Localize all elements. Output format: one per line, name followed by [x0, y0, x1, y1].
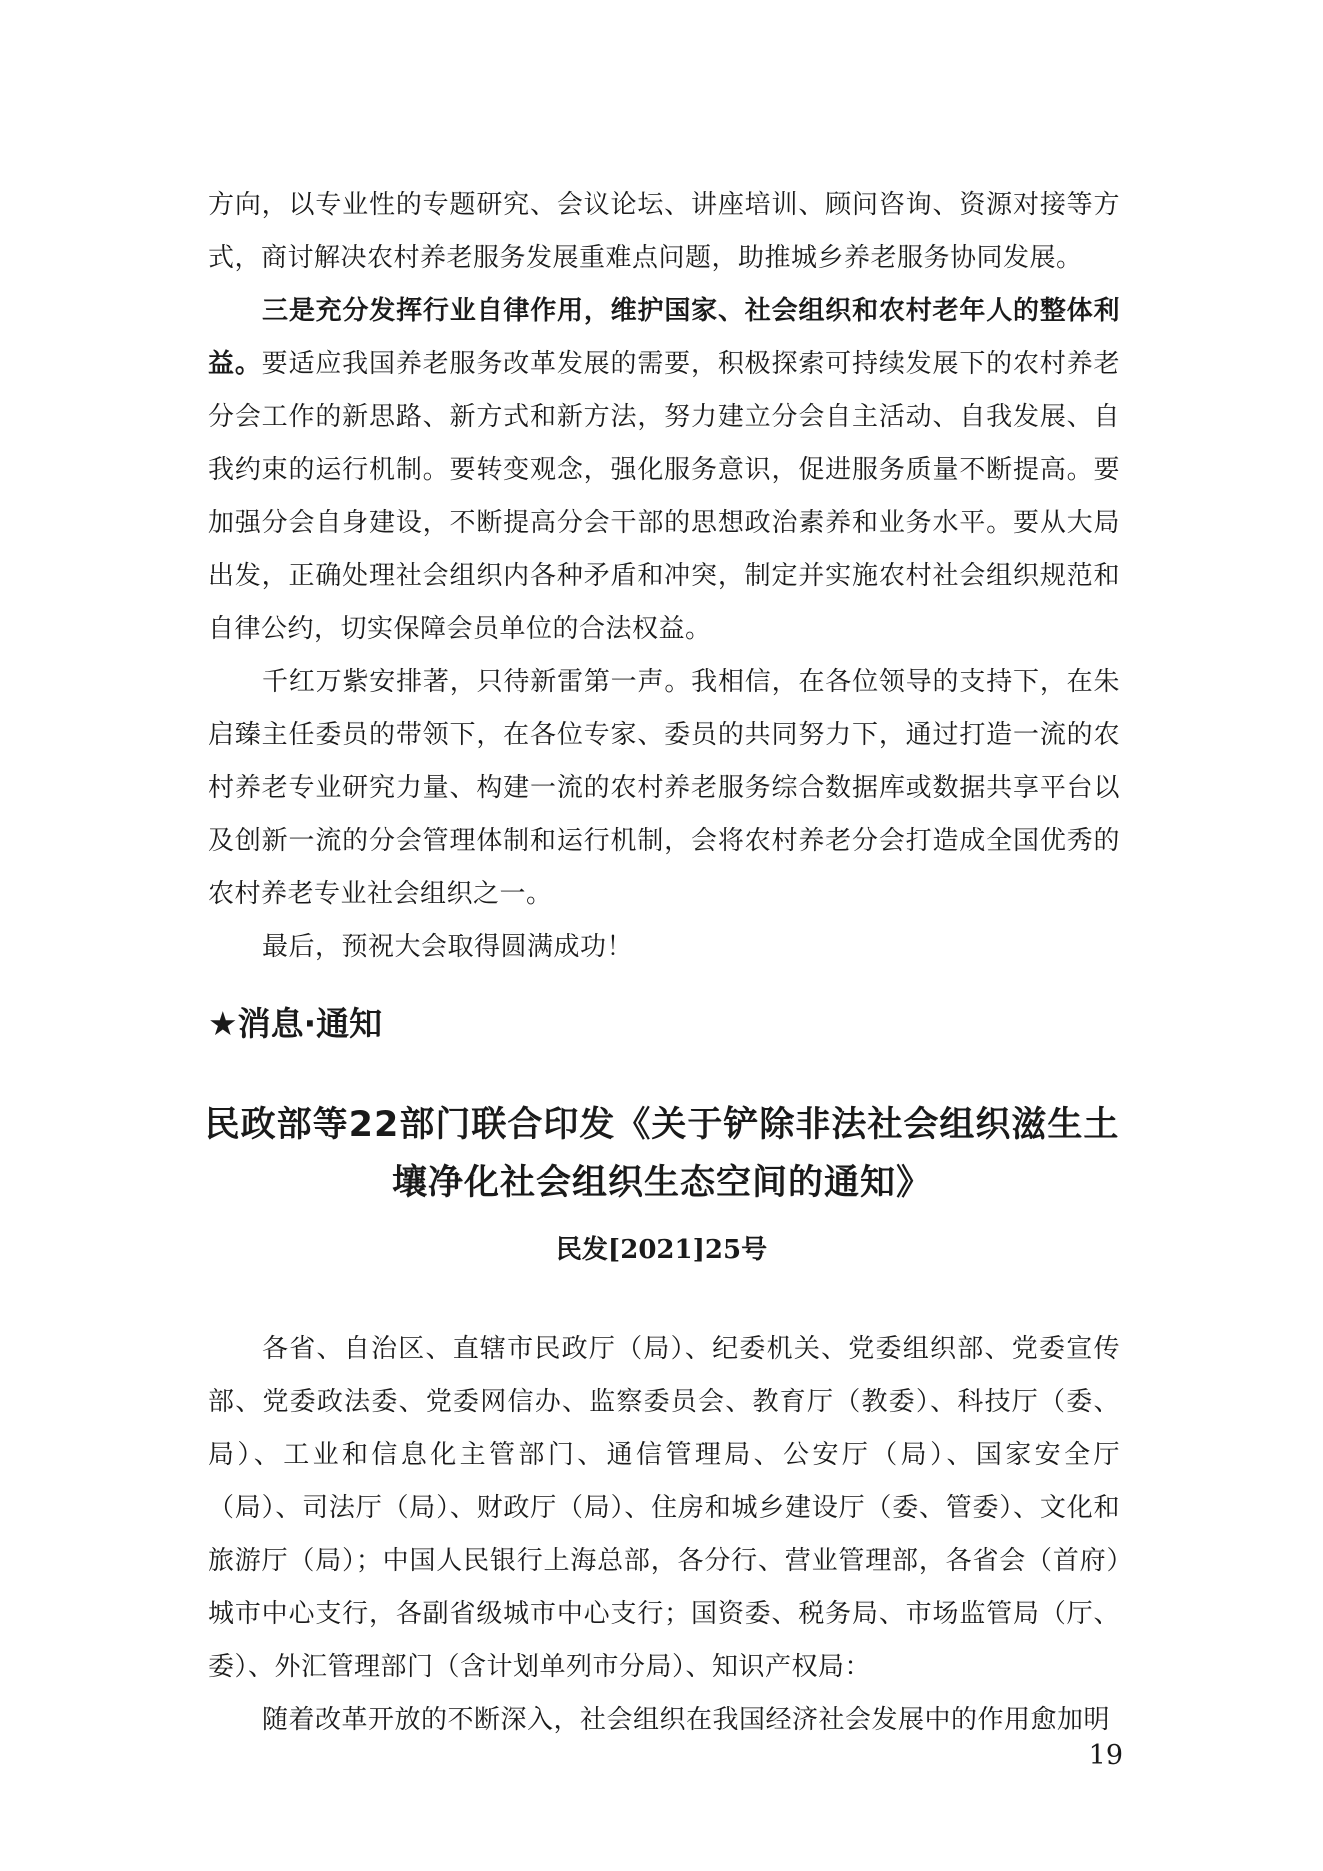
continuation-paragraph: 方向，以专业性的专题研究、会议论坛、讲座培训、顾问咨询、资源对接等方式，商讨解决农村养老服务发展重难点问题，助推城乡养老服务协同发展。	[208, 190, 1120, 273]
page-number: 19	[1088, 1740, 1123, 1771]
final-wish-paragraph: 最后，预祝大会取得圆满成功！	[262, 932, 634, 962]
section-heading: ★消息·通知	[208, 1004, 383, 1043]
article-body	[208, 1323, 1120, 1747]
intro-block	[208, 179, 1120, 974]
point-three-lead: 三是充分发挥行业自律作用，维护国家、社会组织和农村老年人的整体利益。	[208, 296, 1120, 379]
article-title: 民政部等22部门联合印发《关于铲除非法社会组织滋生土壤净化社会组织生态空间的通知》	[204, 1105, 1120, 1203]
point-three-body: 要适应我国养老服务改革发展的需要，积极探索可持续发展下的农村养老分会工作的新思路、新方式和新方法，努力建立分会自主活动、自我发展、自我约束的运行机制。要转变观念，强化服务意识，促进服务质量不断提高。要加强分会自身建设，不断提高分会干部的思想政治素养和业务水平。要从大局出发，正确处理社会组织内各种矛盾和冲突，制定并实施农村社会组织规范和自律公约，切实保障会员单位的合法权益。	[208, 349, 1120, 644]
body-start-paragraph: 随着改革开放的不断深入，社会组织在我国经济社会发展中的作用愈加明	[262, 1705, 1111, 1735]
point-three-paragraph	[208, 285, 1120, 656]
document-number: 民发[2021]25号	[555, 1235, 768, 1265]
addressees-paragraph: 各省、自治区、直辖市民政厅（局）、纪委机关、党委组织部、党委宣传部、党委政法委、党委网信办、监察委员会、教育厅（教委）、科技厅（委、局）、工业和信息化主管部门、通信管理局、公安厅（局）、国家安全厅（局）、司法厅（局）、财政厅（局）、住房和城乡建设厅（委、管委）、文化和旅游厅（局）；中国人民银行上海总部，各分行、营业管理部，各省会（首府）城市中心支行，各副省级城市中心支行；国资委、税务局、市场监管局（厅、委）、外汇管理部门（含计划单列市分局）、知识产权局：	[208, 1334, 1120, 1682]
closing-paragraph: 千红万紫安排著，只待新雷第一声。我相信，在各位领导的支持下，在朱启臻主任委员的带领下，在各位专家、委员的共同努力下，通过打造一流的农村养老专业研究力量、构建一流的农村养老服务综合数据库或数据共享平台以及创新一流的分会管理体制和运行机制，会将农村养老分会打造成全国优秀的农村养老专业社会组织之一。	[208, 667, 1120, 909]
